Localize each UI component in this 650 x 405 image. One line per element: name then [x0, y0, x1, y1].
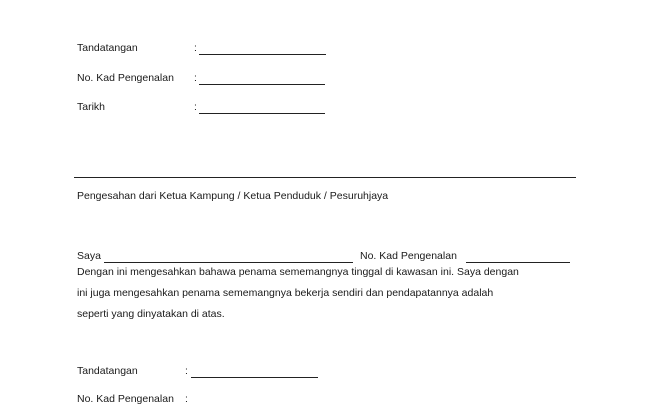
bottom-ic-number-label: No. Kad Pengenalan [77, 393, 174, 405]
signature-colon: : [194, 42, 197, 54]
declaration-line: seperti yang dinyatakan di atas. [77, 308, 225, 320]
declaration-ic-label: No. Kad Pengenalan [360, 250, 457, 262]
declaration-text [77, 262, 577, 325]
ic-number-line[interactable] [199, 84, 325, 85]
bottom-signature-line[interactable] [191, 377, 318, 378]
section-divider [74, 177, 576, 178]
bottom-signature-label: Tandatangan [77, 365, 138, 377]
signature-label: Tandatangan [77, 42, 138, 54]
declaration-line: Dengan ini mengesahkan bahawa penama sememangnya tinggal di kawasan ini. Saya dengan [77, 266, 519, 278]
date-line[interactable] [199, 113, 325, 114]
declaration-line: ini juga mengesahkan penama sememangnya bekerja sendiri dan pendapatannya adalah [77, 287, 494, 299]
section-title: Pengesahan dari Ketua Kampung / Ketua Penduduk / Pesuruhjaya [77, 190, 389, 202]
ic-number-label: No. Kad Pengenalan [77, 72, 174, 84]
saya-label: Saya [77, 250, 101, 262]
ic-number-colon: : [194, 72, 197, 84]
bottom-ic-number-colon: : [185, 393, 188, 405]
bottom-signature-colon: : [185, 365, 188, 377]
date-colon: : [194, 101, 197, 113]
date-label: Tarikh [77, 101, 106, 113]
signature-line[interactable] [199, 54, 326, 55]
